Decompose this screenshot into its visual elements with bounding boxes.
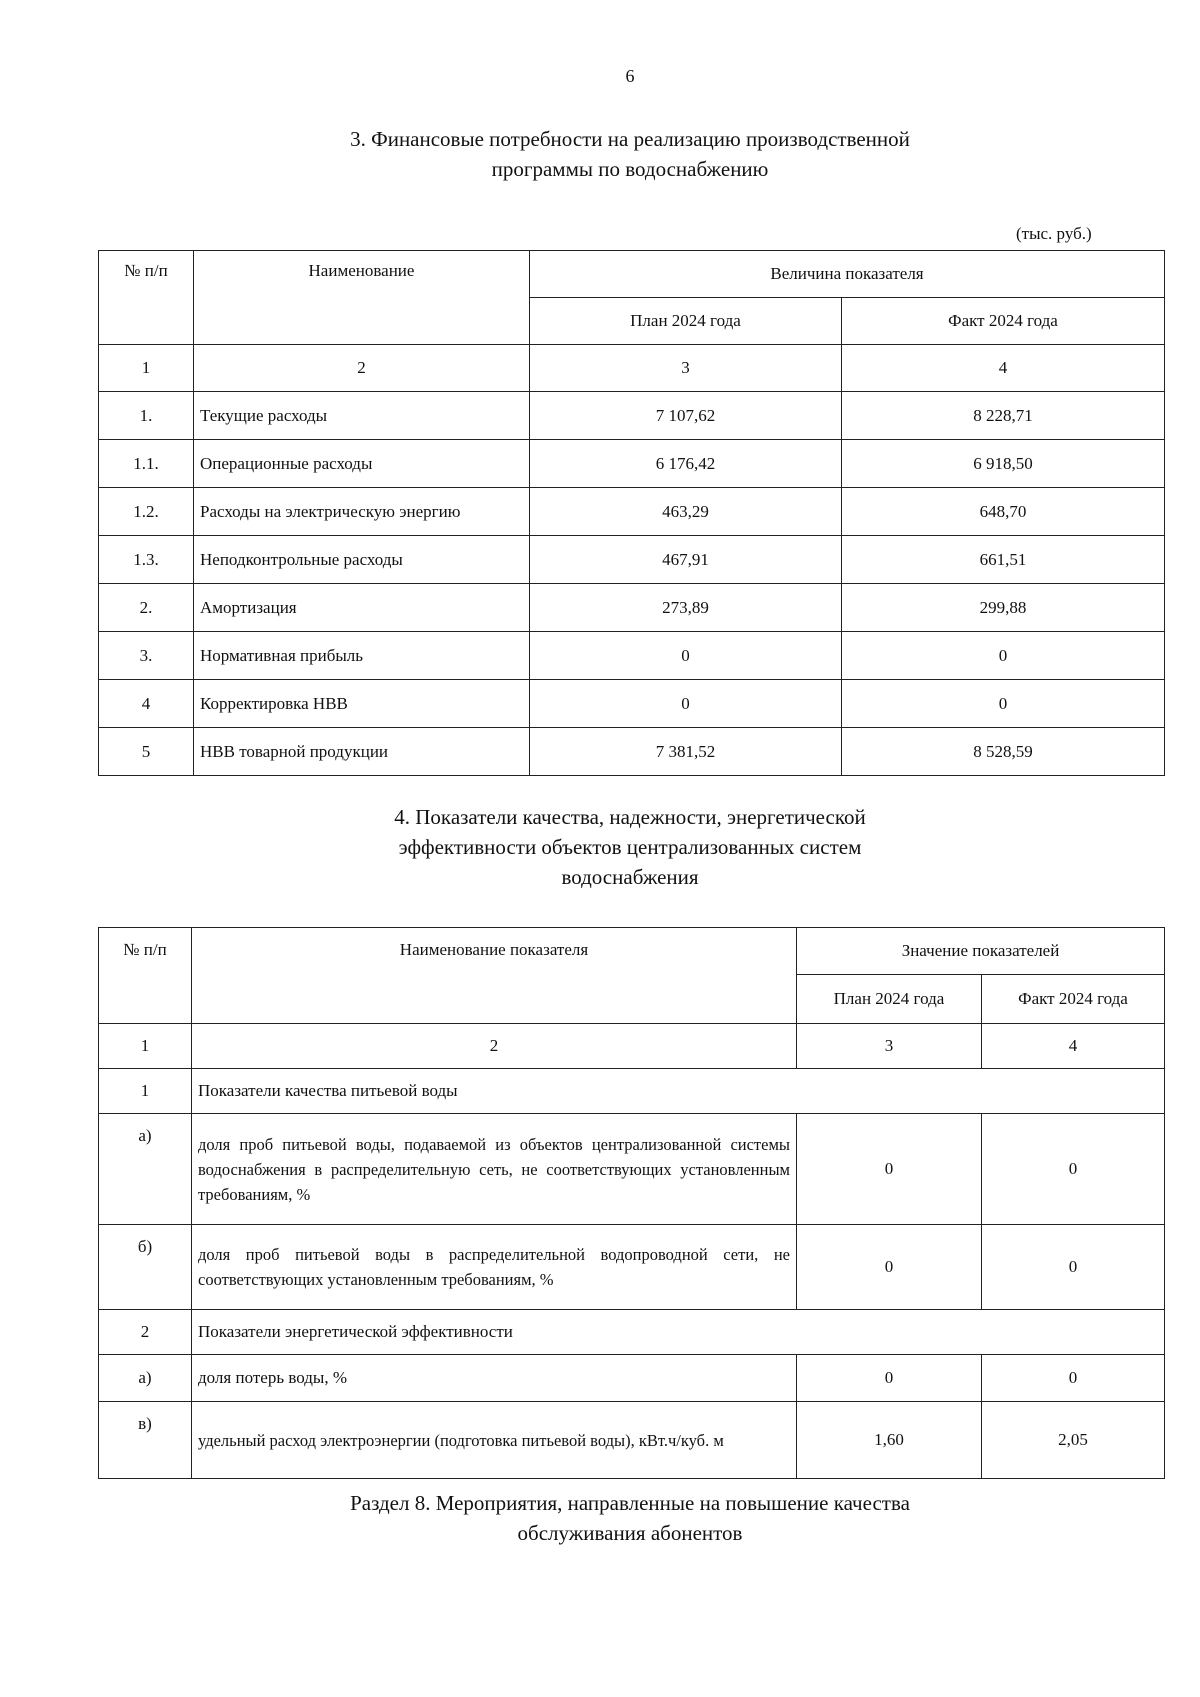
quality-indicators-table [98,927,1165,1479]
table-row [99,392,1165,440]
section3-title-line2: программы по водоснабжению [491,157,769,181]
row-plan: 6 176,42 [530,440,842,488]
section4-title-line1: 4. Показатели качества, надежности, энергетической [394,805,866,829]
row-num: 1.3. [99,536,194,584]
col-number: 1 [99,345,194,392]
section8-title-line2: обслуживания абонентов [517,1521,743,1545]
col-number: 1 [99,1024,192,1069]
row-name: Расходы на электрическую энергию [194,488,530,536]
row-plan: 0 [797,1225,982,1310]
row-name: доля проб питьевой воды, подаваемой из объектов централизованной системы водоснабжения в распределительную сеть, не соответствующих установленным требованиям, % [192,1114,797,1225]
row-num: 4 [99,680,194,728]
row-fact: 6 918,50 [842,440,1165,488]
row-plan: 7 381,52 [530,728,842,776]
section8-title [0,1488,1200,1548]
table-row [99,1355,1165,1402]
header-plan: План 2024 года [797,975,982,1024]
section3-title-line1: 3. Финансовые потребности на реализацию производственной [350,127,910,151]
row-name: доля потерь воды, % [192,1355,797,1402]
col-number: 2 [192,1024,797,1069]
row-plan: 1,60 [797,1402,982,1479]
row-fact: 648,70 [842,488,1165,536]
row-fact: 8 228,71 [842,392,1165,440]
row-plan: 463,29 [530,488,842,536]
group-row [99,1310,1165,1355]
row-num: а) [99,1114,192,1225]
row-plan: 467,91 [530,536,842,584]
header-name: Наименование [194,251,530,345]
table-row [99,632,1165,680]
row-num: в) [99,1402,192,1479]
row-num: а) [99,1355,192,1402]
row-num: 3. [99,632,194,680]
section4-title-line2: эффективности объектов централизованных систем [398,835,862,859]
table-row [99,584,1165,632]
header-fact: Факт 2024 года [982,975,1165,1024]
col-number: 3 [530,345,842,392]
section3-title [0,124,1200,184]
financial-needs-table [98,250,1165,776]
row-name: удельный расход электроэнергии (подготовка питьевой воды), кВт.ч/куб. м [192,1402,797,1479]
header-num: № п/п [99,928,192,1024]
header-fact: Факт 2024 года [842,298,1165,345]
group-num: 1 [99,1069,192,1114]
row-fact: 661,51 [842,536,1165,584]
section8-title-line1: Раздел 8. Мероприятия, направленные на повышение качества [350,1491,910,1515]
section4-title [0,802,1200,892]
row-name: Нормативная прибыль [194,632,530,680]
table-row [99,1225,1165,1310]
row-num: б) [99,1225,192,1310]
row-name: Неподконтрольные расходы [194,536,530,584]
col-number: 4 [842,345,1165,392]
row-num: 2. [99,584,194,632]
col-number: 4 [982,1024,1165,1069]
row-fact: 8 528,59 [842,728,1165,776]
row-plan: 7 107,62 [530,392,842,440]
row-name: Амортизация [194,584,530,632]
table-row [99,536,1165,584]
col-number: 3 [797,1024,982,1069]
header-name: Наименование показателя [192,928,797,1024]
table-row [99,440,1165,488]
row-num: 5 [99,728,194,776]
table-row [99,1114,1165,1225]
row-fact: 2,05 [982,1402,1165,1479]
section4-title-line3: водоснабжения [561,865,699,889]
row-num: 1.2. [99,488,194,536]
row-fact: 0 [982,1114,1165,1225]
row-plan: 273,89 [530,584,842,632]
header-value: Величина показателя [530,251,1165,298]
row-fact: 0 [842,632,1165,680]
header-num: № п/п [99,251,194,345]
group-name: Показатели качества питьевой воды [192,1069,1165,1114]
row-fact: 299,88 [842,584,1165,632]
group-num: 2 [99,1310,192,1355]
group-name: Показатели энергетической эффективности [192,1310,1165,1355]
row-plan: 0 [530,632,842,680]
group-row [99,1069,1165,1114]
row-name: НВВ товарной продукции [194,728,530,776]
row-name: Корректировка НВВ [194,680,530,728]
row-fact: 0 [982,1225,1165,1310]
table-row [99,488,1165,536]
table-row [99,728,1165,776]
row-fact: 0 [982,1355,1165,1402]
row-num: 1.1. [99,440,194,488]
row-plan: 0 [530,680,842,728]
row-name: Операционные расходы [194,440,530,488]
row-plan: 0 [797,1114,982,1225]
units-label: (тыс. руб.) [1016,224,1092,243]
row-name: Текущие расходы [194,392,530,440]
header-value: Значение показателей [797,928,1165,975]
row-name: доля проб питьевой воды в распределительной водопроводной сети, не соответствующих установленным требованиям, % [192,1225,797,1310]
header-plan: План 2024 года [530,298,842,345]
row-num: 1. [99,392,194,440]
table-row [99,680,1165,728]
page-number: 6 [625,66,635,86]
col-number: 2 [194,345,530,392]
row-plan: 0 [797,1355,982,1402]
table-row [99,1402,1165,1479]
row-fact: 0 [842,680,1165,728]
